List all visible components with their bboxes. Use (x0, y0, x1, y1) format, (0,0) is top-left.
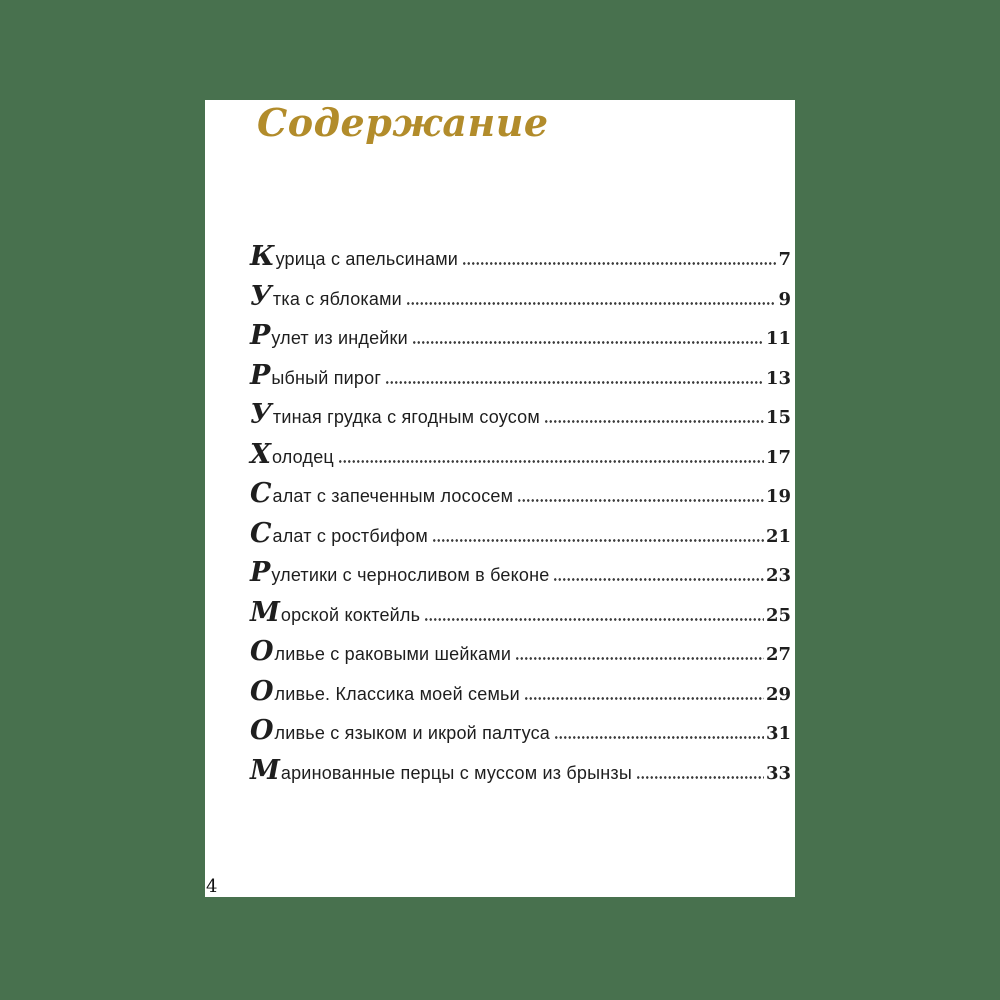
toc-entry-page: 21 (765, 525, 791, 547)
toc-entry-page: 7 (778, 249, 791, 270)
dot-leader (424, 599, 764, 626)
toc-entry-page: 13 (765, 367, 791, 389)
toc-entry-initial: О (250, 675, 274, 707)
folio-page-number: 4 (206, 876, 218, 897)
toc-entry-text: урица с апельсинами (275, 249, 459, 269)
toc-entry-page: 25 (765, 604, 791, 626)
toc-entry-page: 33 (765, 762, 791, 784)
dot-leader (412, 322, 764, 349)
dot-leader (462, 243, 776, 270)
toc-entry (250, 467, 791, 507)
dot-leader (544, 401, 764, 428)
toc-entry-initial: Р (250, 320, 271, 351)
toc-entry-page: 29 (765, 683, 791, 705)
toc-entry-initial: У (250, 399, 272, 430)
toc-entry-text: ливье. Классика моей семьи (274, 683, 520, 704)
toc-entry-page: 31 (765, 723, 791, 744)
toc-entry-page: 15 (765, 407, 791, 428)
toc-entry-text: олодец (271, 446, 334, 467)
toc-entry-initial: О (250, 715, 274, 746)
toc-list (250, 230, 791, 786)
toc-entry-label (250, 754, 632, 786)
dot-leader (553, 559, 763, 586)
dot-leader (432, 520, 764, 547)
toc-entry-label (250, 322, 408, 349)
toc-entry (250, 744, 791, 784)
toc-entry (250, 270, 791, 310)
toc-entry-text: ливье с раковыми шейками (274, 644, 512, 664)
toc-entry-text: тка с яблоками (272, 288, 402, 309)
toc-entry (250, 586, 791, 626)
dot-leader (517, 480, 764, 507)
toc-entry-initial: Х (250, 438, 271, 470)
toc-entry (250, 309, 791, 349)
toc-entry-label (250, 638, 511, 665)
toc-entry-initial: К (250, 241, 275, 272)
toc-entry-page: 11 (765, 328, 791, 349)
toc-entry-initial: У (250, 280, 272, 312)
toc-entry-text: орской коктейль (280, 604, 421, 625)
toc-entry-text: ливье с языком и икрой палтуса (274, 723, 551, 743)
toc-entry-text: тиная грудка с ягодным соусом (272, 407, 540, 427)
toc-entry-initial: Р (250, 359, 271, 391)
toc-entry-text: алат с запеченным лососем (272, 486, 514, 506)
toc-entry-initial: М (250, 754, 280, 786)
dot-leader (515, 638, 764, 665)
toc-entry-text: алат с ростбифом (272, 525, 428, 546)
dot-leader (385, 362, 764, 389)
toc-entry-initial: Р (250, 557, 271, 588)
book-page (205, 100, 795, 897)
toc-entry-label (250, 675, 520, 707)
toc-entry-initial: О (250, 636, 274, 667)
toc-entry-label (250, 717, 550, 744)
toc-entry (250, 428, 791, 468)
toc-entry-page: 27 (765, 644, 791, 665)
toc-entry (250, 704, 791, 744)
toc-entry-text: аринованные перцы с муссом из брынзы (280, 762, 632, 783)
toc-entry (250, 625, 791, 665)
toc-entry (250, 230, 791, 270)
toc-entry-page: 9 (778, 288, 791, 310)
toc-entry (250, 507, 791, 547)
toc-entry-label (250, 559, 549, 586)
toc-entry-text: улет из индейки (271, 328, 408, 348)
toc-entry-label (250, 280, 402, 312)
toc-entry (250, 665, 791, 705)
toc-entry-initial: С (250, 517, 272, 549)
dot-leader (636, 757, 764, 784)
toc-entry-text: ыбный пирог (271, 367, 382, 388)
toc-entry (250, 546, 791, 586)
toc-entry-text: улетики с черносливом в беконе (271, 565, 550, 585)
toc-entry-label (250, 401, 540, 428)
toc-entry-label (250, 438, 334, 470)
toc-entry-label (250, 480, 513, 507)
page-title: Содержание (257, 100, 549, 145)
toc-entry-page: 23 (765, 565, 791, 586)
toc-entry-initial: С (250, 478, 272, 509)
dot-leader (524, 678, 764, 705)
dot-leader (338, 441, 764, 468)
toc-entry (250, 388, 791, 428)
toc-entry-label (250, 359, 382, 391)
toc-entry-initial: М (250, 596, 280, 628)
toc-entry-page: 17 (765, 446, 791, 468)
toc-entry-page: 19 (765, 486, 791, 507)
dot-leader (554, 717, 764, 744)
toc-entry-label (250, 596, 421, 628)
toc-entry-label (250, 243, 458, 270)
toc-entry (250, 349, 791, 389)
dot-leader (406, 283, 777, 310)
toc-entry-label (250, 517, 428, 549)
